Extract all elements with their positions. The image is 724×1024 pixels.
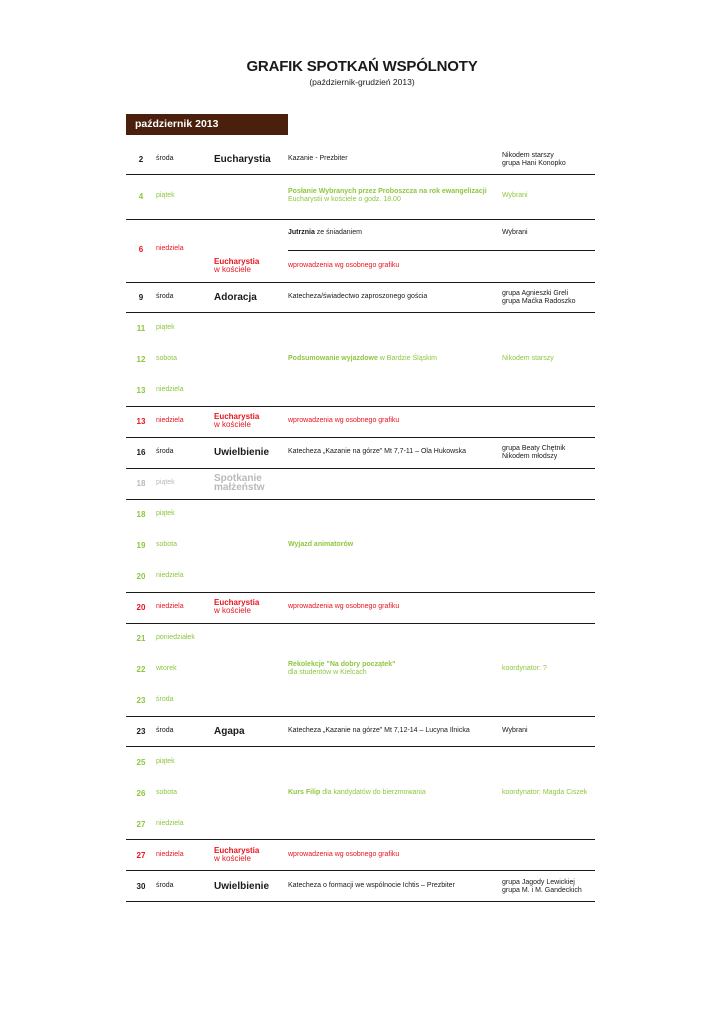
month-header: październik 2013 bbox=[126, 114, 288, 135]
responsible: Wybrani bbox=[502, 727, 528, 734]
row-divider bbox=[126, 312, 595, 313]
event-name: Spotkanie małżeństw bbox=[214, 473, 265, 493]
weekday: niedziela bbox=[156, 245, 184, 252]
day-number: 9 bbox=[138, 293, 144, 302]
row-divider bbox=[126, 716, 595, 717]
row-divider bbox=[126, 499, 595, 500]
day-number: 18 bbox=[136, 479, 146, 488]
event-name: Eucharystia bbox=[214, 154, 271, 165]
weekday: piątek bbox=[156, 192, 175, 199]
responsible: grupa Jagody Lewickiej grupa M. i M. Gandeckich bbox=[502, 879, 582, 894]
day-number: 11 bbox=[136, 324, 146, 333]
event-name: Eucharystia w kościele bbox=[214, 598, 260, 615]
responsible: Wybrani bbox=[502, 229, 528, 236]
weekday: środa bbox=[156, 155, 174, 162]
responsible: koordynator: ? bbox=[502, 665, 547, 672]
event-description: wprowadzenia wg osobnego grafiku bbox=[288, 851, 400, 858]
event-description: Wyjazd animatorów bbox=[288, 541, 354, 548]
weekday: piątek bbox=[156, 324, 175, 331]
day-number: 16 bbox=[136, 448, 146, 457]
event-description: Kazanie - Prezbiter bbox=[288, 155, 348, 162]
weekday: poniedziałek bbox=[156, 634, 195, 641]
day-number: 2 bbox=[138, 155, 144, 164]
row-divider bbox=[126, 219, 595, 220]
event-description: Jutrznia ze śniadaniem bbox=[288, 229, 362, 236]
day-number: 12 bbox=[136, 355, 146, 364]
weekday: niedziela bbox=[156, 386, 184, 393]
weekday: niedziela bbox=[156, 417, 184, 424]
event-name: Eucharystia w kościele bbox=[214, 846, 260, 863]
weekday: niedziela bbox=[156, 820, 184, 827]
weekday: środa bbox=[156, 882, 174, 889]
day-number: 13 bbox=[136, 417, 146, 426]
row-divider bbox=[126, 468, 595, 469]
event-description: wprowadzenia wg osobnego grafiku bbox=[288, 417, 400, 424]
weekday: niedziela bbox=[156, 572, 184, 579]
event-description: Podsumowanie wyjazdowe w Bardzie Śląskim bbox=[288, 355, 437, 362]
day-number: 20 bbox=[136, 603, 146, 612]
weekday: niedziela bbox=[156, 603, 184, 610]
weekday: środa bbox=[156, 696, 174, 703]
day-number: 4 bbox=[138, 192, 144, 201]
responsible: Nikodem starszy grupa Hani Konopko bbox=[502, 152, 566, 167]
weekday: środa bbox=[156, 293, 174, 300]
day-number: 22 bbox=[136, 665, 146, 674]
event-description: Katecheza/świadectwo zaproszonego gościa bbox=[288, 293, 428, 300]
row-subdivider bbox=[288, 250, 595, 251]
page-title: GRAFIK SPOTKAŃ WSPÓLNOTY bbox=[246, 58, 478, 75]
row-divider bbox=[126, 282, 595, 283]
event-name: Eucharystia w kościele bbox=[214, 412, 260, 429]
event-name: Eucharystia w kościele bbox=[214, 257, 260, 274]
day-number: 21 bbox=[136, 634, 146, 643]
weekday: niedziela bbox=[156, 851, 184, 858]
event-description: Rekolekcje "Na dobry początek" dla studentów w Kielcach bbox=[288, 661, 396, 676]
row-divider bbox=[126, 870, 595, 871]
weekday: sobota bbox=[156, 789, 178, 796]
day-number: 27 bbox=[136, 851, 146, 860]
weekday: środa bbox=[156, 448, 174, 455]
event-description: Katecheza o formacji we wspólnocie Ichtis – Prezbiter bbox=[288, 882, 455, 889]
day-number: 30 bbox=[136, 882, 146, 891]
event-name: Agapa bbox=[214, 726, 245, 737]
row-divider bbox=[126, 839, 595, 840]
event-description: Kurs Filip dla kandydatów do bierzmowania bbox=[288, 789, 426, 796]
row-divider bbox=[126, 437, 595, 438]
responsible: koordynator: Magda Ciszek bbox=[502, 789, 588, 796]
day-number: 20 bbox=[136, 572, 146, 581]
event-name: Uwielbienie bbox=[214, 447, 270, 458]
row-divider bbox=[126, 406, 595, 407]
weekday: sobota bbox=[156, 541, 178, 548]
weekday: środa bbox=[156, 727, 174, 734]
responsible: grupa Beaty Chętnik Nikodem młodszy bbox=[502, 445, 566, 460]
row-divider bbox=[126, 592, 595, 593]
event-description: wprowadzenia wg osobnego grafiku bbox=[288, 603, 400, 610]
responsible: Wybrani bbox=[502, 192, 528, 199]
day-number: 25 bbox=[136, 758, 146, 767]
event-description: Katecheza „Kazanie na górze” Mt 7,12-14 – Lucyna Ilnicka bbox=[288, 727, 470, 734]
day-number: 13 bbox=[136, 386, 146, 395]
row-divider bbox=[126, 746, 595, 747]
day-number: 23 bbox=[136, 696, 146, 705]
weekday: piątek bbox=[156, 758, 175, 765]
row-divider bbox=[126, 901, 595, 902]
row-divider bbox=[126, 623, 595, 624]
day-number: 23 bbox=[136, 727, 146, 736]
responsible: Nikodem starszy bbox=[502, 355, 554, 362]
event-description: Posłanie Wybranych przez Proboszcza na rok ewangelizacji Eucharystii w kościele o godz. 18.00 bbox=[288, 188, 487, 203]
responsible: grupa Agnieszki Greli grupa Maćka Radoszko bbox=[502, 290, 576, 305]
event-description: Katecheza „Kazanie na górze” Mt 7,7-11 – Ola Hukowska bbox=[288, 448, 467, 455]
event-description: wprowadzenia wg osobnego grafiku bbox=[288, 262, 400, 269]
day-number: 26 bbox=[136, 789, 146, 798]
day-number: 27 bbox=[136, 820, 146, 829]
page-subtitle: (październik-grudzień 2013) bbox=[309, 77, 415, 87]
row-divider bbox=[126, 174, 595, 175]
day-number: 6 bbox=[138, 245, 144, 254]
weekday: piątek bbox=[156, 510, 175, 517]
event-name: Adoracja bbox=[214, 292, 257, 303]
weekday: wtorek bbox=[156, 665, 177, 672]
weekday: sobota bbox=[156, 355, 178, 362]
event-name: Uwielbienie bbox=[214, 881, 270, 892]
day-number: 18 bbox=[136, 510, 146, 519]
weekday: piątek bbox=[156, 479, 175, 486]
day-number: 19 bbox=[136, 541, 146, 550]
